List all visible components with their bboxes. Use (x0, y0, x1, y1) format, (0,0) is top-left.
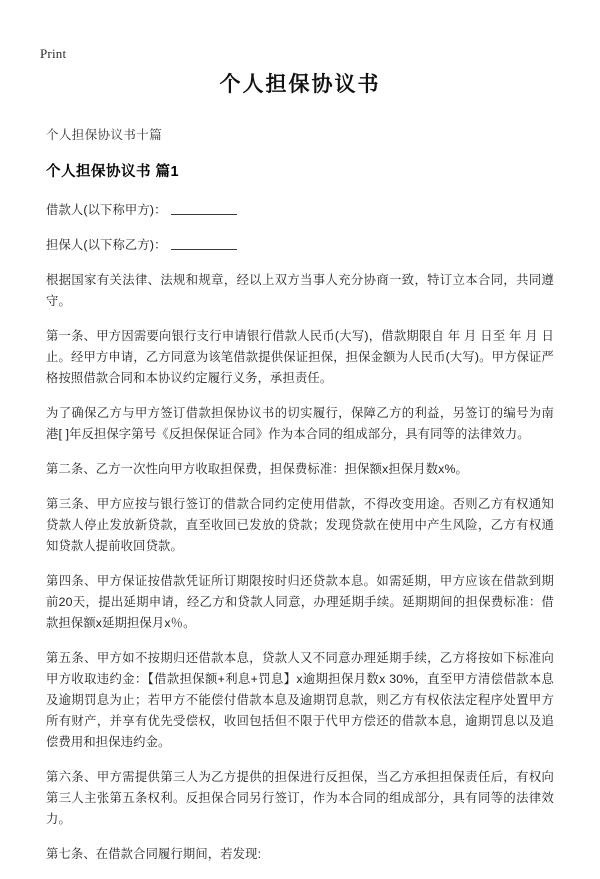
paragraph-article-4: 第四条、甲方保证按借款凭证所订期限按时归还贷款本息。如需延期，甲方应该在借款到期前20天，提出延期申请，经乙方和贷款人同意，办理延期手续。延期期间的担保费标准：借款担保额x延期担保月x％。 (46, 574, 554, 630)
paragraph-preamble: 根据国家有关法律、法规和规章，经以上双方当事人充分协商一致，特订立本合同，共同遵守。 (46, 273, 554, 308)
print-link[interactable]: Print (40, 46, 67, 61)
party-line-guarantor (46, 235, 554, 256)
guarantor-blank-field[interactable] (171, 236, 237, 250)
party-line-borrower (46, 200, 554, 221)
paragraph-article-2: 第二条、乙方一次性向甲方收取担保费，担保费标准：担保额x担保月数x%。 (46, 462, 468, 476)
paragraph-article-1: 第一条、甲方因需要向银行支行申请银行借款人民币(大写)，借款期限自 年 月 日至 年 月 日止。经甲方申请，乙方同意为该笔借款提供保证担保，担保金额为人民币(大写)。甲方保证严格按照借款合同和本协议约定履行义务，承担责任。 (46, 329, 554, 385)
party-label-guarantor: 担保人(以下称乙方)： (46, 238, 167, 252)
document-subtitle: 个人担保协议书十篇 (46, 128, 163, 142)
document-body (0, 70, 600, 879)
section-heading: 个人担保协议书 篇1 (46, 164, 180, 180)
paragraph-counter-guarantee: 为了确保乙方与甲方签订借款担保协议书的切实履行，保障乙方的利益，另签订的编号为南港[ ]年反担保字第号《反担保保证合同》作为本合同的组成部分，具有同等的法律效力。 (46, 406, 554, 441)
party-label-borrower: 借款人(以下称甲方)： (46, 203, 167, 217)
borrower-blank-field[interactable] (171, 201, 237, 215)
paragraph-article-7: 第七条、在借款合同履行期间，若发现: (46, 847, 262, 861)
page-title: 个人担保协议书 (219, 73, 381, 96)
paragraph-article-5: 第五条、甲方如不按期归还借款本息，贷款人又不同意办理延期手续，乙方将按如下标准向甲方收取违约金：【借款担保额+利息+罚息】x逾期担保月数x 30%，直至甲方清偿借款本息及逾期罚息为止；若甲方不能偿付借款本息及逾期罚息款，则乙方有权依法定程序处置甲方所有财产，并享有优先受偿权，收回包括但不限于代甲方偿还的借款本息，逾期罚息以及追偿费用和担保违约金。 (46, 651, 554, 749)
paragraph-article-6: 第六条、甲方需提供第三人为乙方提供的担保进行反担保，当乙方承担担保责任后，有权向第三人主张第五条权利。反担保合同另行签订，作为本合同的组成部分，具有同等的法律效力。 (46, 770, 554, 826)
paragraph-article-3: 第三条、甲方应按与银行签订的借款合同约定使用借款，不得改变用途。否则乙方有权通知贷款人停止发放新贷款，直至收回已发放的贷款；发现贷款在使用中产生风险，乙方有权通知贷款人提前收回贷款。 (46, 497, 554, 553)
